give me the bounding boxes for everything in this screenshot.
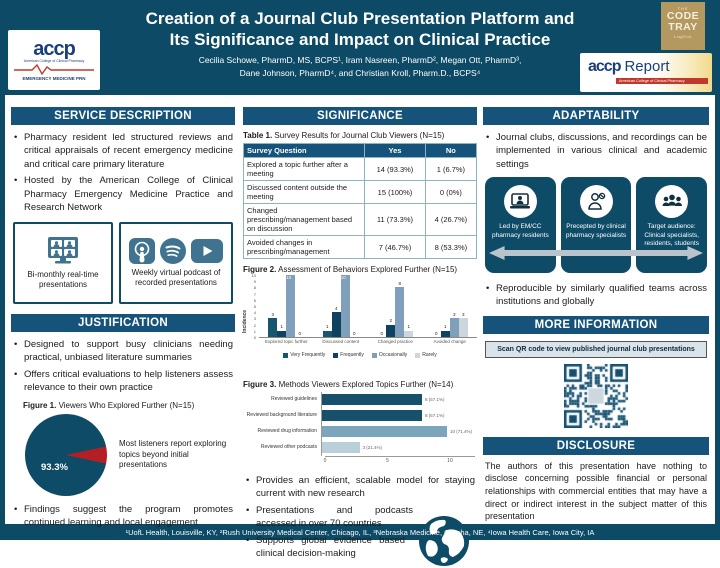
figure2-bar-chart	[242, 273, 477, 372]
more-information-header: MORE INFORMATION	[483, 316, 709, 334]
figure3-track	[321, 408, 471, 424]
justification-header: JUSTIFICATION	[11, 314, 235, 332]
adaptability-bullet-2: • Reproducible by similarly qualified teams across institutions and globally	[485, 282, 707, 309]
card-preceptors-label: Precepted by clinical pharmacy specialists	[565, 223, 627, 239]
figure3-category-label: Reviewed drug information	[257, 428, 317, 435]
pie-chart-label: 93.3%	[41, 461, 68, 473]
table1-col-question: Survey Question	[244, 144, 365, 158]
figure2-y-tick: 2	[253, 322, 256, 328]
realtime-box-label: Bi-monthly real-time presentations	[27, 269, 99, 289]
title-line-1: Creation of a Journal Club Presentation Platform and	[145, 9, 575, 28]
authors-line-1: Cecilia Schowe, PharmD, MS, BCPS¹, Iram Nasreen, PharmD², Megan Ott, PharmD³,	[198, 55, 522, 66]
media-boxes	[13, 222, 233, 304]
figure2-barwrap	[277, 275, 286, 337]
ecg-line-icon	[14, 63, 94, 75]
pie-annotation: Most listeners report exploring topics beyond initial presentations	[119, 439, 227, 470]
figure2-plot-area	[259, 275, 477, 344]
figure2-category-label: Changed practice	[377, 339, 413, 344]
qr-wrap	[481, 364, 711, 433]
figure2-barwrap	[404, 275, 413, 337]
youtube-icon	[191, 239, 223, 263]
figure3-caption-bold: Figure 3.	[243, 380, 277, 389]
figure3-track	[321, 392, 471, 408]
figure2-value-label: 10	[340, 275, 346, 280]
figure2-barwrap	[332, 275, 341, 337]
figure3-track	[321, 440, 471, 456]
figure2-value-label: 3	[271, 311, 274, 317]
figure3-value-label: 3 (21.4%)	[362, 445, 383, 450]
figure2-y-tick: 4	[253, 310, 256, 316]
code-tray-the: THE	[677, 6, 689, 11]
figure3-value-label: 8 (57.1%)	[425, 397, 445, 402]
figure3-caption	[243, 380, 479, 389]
figure2-bar	[341, 275, 350, 337]
table-cell: Discussed content outside the meeting	[244, 181, 365, 204]
figure2-bar	[268, 318, 277, 337]
figure2-legend-swatch	[415, 353, 420, 358]
table-cell: 14 (93.3%)	[365, 158, 426, 181]
realtime-presentations-box	[13, 222, 113, 304]
figure2-legend-label: Very Frequently	[290, 352, 326, 358]
accp-acronym: accp	[33, 38, 75, 60]
table-row	[244, 236, 477, 259]
table-cell: 11 (73.3%)	[365, 204, 426, 236]
figure2-value-label: 8	[398, 280, 401, 286]
table1-col-no: No	[425, 144, 476, 158]
adaptability-bullets	[485, 131, 707, 171]
figure2-legend-item	[415, 352, 436, 358]
significance-bullet-2: • Presentations and podcasts accessed in over 70 countries	[245, 504, 413, 531]
justification-bullets	[13, 338, 233, 395]
significance-bullet-1: • Provides an efficient, scalable model for staying current with new research	[245, 474, 475, 501]
pharmacist-icon	[580, 185, 613, 218]
figure3-value-label: 10 (71.4%)	[450, 429, 473, 434]
table-cell: 15 (100%)	[365, 181, 426, 204]
table-cell: Avoided changes in prescribing/management	[244, 236, 365, 259]
table-cell: 7 (46.7%)	[365, 236, 426, 259]
figure2-group	[322, 275, 360, 344]
figure3-x-tick: 5	[386, 458, 389, 464]
figure3-x-tick: 10	[447, 458, 453, 464]
figure2-bar	[450, 318, 459, 337]
adaptability-header: ADAPTABILITY	[483, 107, 709, 125]
table1-caption-bold: Table 1.	[243, 131, 273, 140]
figure2-value-label: 0	[352, 330, 356, 336]
figure2-legend-item	[283, 352, 325, 358]
table1-header-row	[244, 144, 477, 158]
accp-fullname: American College of Clinical Pharmacy	[23, 59, 85, 63]
scan-qr-label: Scan QR code to view published journal club presentations	[485, 341, 707, 358]
service-bullets	[13, 131, 233, 215]
video-call-monitor-icon	[45, 236, 81, 266]
figure3-x-tick: 0	[323, 458, 327, 464]
figure2-group	[377, 275, 413, 344]
figure2-y-tick: 1	[253, 328, 256, 334]
figure2-value-label: 1	[325, 324, 329, 330]
figure3-row	[243, 392, 477, 408]
figure2-legend-swatch	[372, 353, 377, 358]
card-audience-label: Target audience: Clinical specialists, residents, students	[644, 223, 699, 248]
figure2-caption-rest: Assessment of Behaviors Explored Further (N=15)	[276, 265, 458, 274]
code-tray-sub: 1 mg/10 mL	[673, 35, 693, 40]
figure2-legend-item	[372, 352, 407, 358]
significance-header: SIGNIFICANCE	[243, 107, 477, 125]
column-left	[9, 95, 237, 529]
figure3-bar	[322, 442, 360, 453]
column-right	[481, 95, 711, 524]
spotify-icon	[160, 238, 186, 264]
figure2-legend-swatch	[283, 353, 288, 358]
service-description-header: SERVICE DESCRIPTION	[11, 107, 235, 125]
figure2-value-label: 4	[334, 305, 338, 311]
pie-chart	[25, 414, 107, 496]
table-cell: Changed prescribing/management based on discussion	[244, 204, 365, 236]
figure2-bar	[332, 312, 341, 337]
figure2-bar	[459, 318, 468, 337]
figure2-y-tick: 5	[253, 304, 256, 309]
figure2-y-tick: 0	[253, 335, 256, 340]
figure1-caption-bold: Figure 1.	[23, 400, 57, 410]
code-tray-code: CODE	[666, 10, 700, 22]
figure2-value-label: 3	[452, 311, 456, 317]
figure3-row	[243, 424, 477, 440]
figure2-barwrap	[350, 275, 359, 337]
justification-bullet-2: • Offers critical evaluations to help listeners assess relevance to their own practice	[13, 368, 233, 395]
authors-line-2: Dane Johnson, PharmD⁴, and Christian Kroll, Pharm.D., BCPS⁴	[239, 67, 481, 78]
service-bullet-1: • Pharmacy resident led structured reviews and critical appraisals of recent emergency medicine and critical care primary literature	[13, 131, 233, 171]
figure2-value-label: 3	[461, 311, 465, 317]
table-cell: 0 (0%)	[425, 181, 476, 204]
figure2-y-tick: 10	[251, 273, 256, 278]
table-cell: 4 (26.7%)	[425, 204, 476, 236]
code-tray-logo	[661, 2, 705, 50]
figure3-bar	[322, 394, 422, 405]
figure2-value-label: 0	[298, 330, 301, 336]
figure2-y-axis-label: Incidence	[242, 309, 248, 333]
figure2-bar	[395, 287, 404, 337]
laptop-presenter-icon	[504, 185, 537, 218]
figure2-legend-label: Occasionally	[378, 352, 408, 358]
figure2-bar	[404, 331, 413, 337]
figure3-hbar-chart	[243, 392, 477, 466]
figure2-bar	[386, 325, 395, 337]
card-residents-label: Led by EM/CC pharmacy residents	[491, 223, 549, 239]
significance-bullets-wrap	[241, 474, 479, 561]
adaptability-bullet-1: • Journal clubs, discussions, and recordings can be implemented in various clinical and academic settings	[485, 131, 707, 171]
figure2-value-label: 0	[380, 330, 383, 336]
figure2-caption-bold: Figure 2.	[243, 265, 277, 274]
code-tray-tray: TRAY	[668, 21, 698, 34]
figure2-bar	[286, 275, 295, 337]
figure3-caption-rest: Methods Viewers Explored Topics Further (N=14)	[276, 380, 454, 389]
figure2-value-label: 0	[434, 330, 438, 336]
figure3-value-label: 8 (57.1%)	[425, 413, 445, 418]
figure2-legend-label: Rarely	[422, 352, 437, 358]
figure2-bar	[277, 331, 286, 337]
findings-bullet: • Findings suggest the program promotes continued learning and local engagement	[13, 503, 233, 530]
figure2-category-label: Explored topic further	[264, 339, 308, 344]
figure2-group	[264, 275, 308, 344]
disclosure-header: DISCLOSURE	[483, 437, 709, 455]
figure2-barwrap	[295, 275, 304, 337]
table-cell: 8 (53.3%)	[425, 236, 476, 259]
figure1-caption-rest: Viewers Who Explored Further (N=15)	[56, 400, 195, 410]
figure2-value-label: 2	[389, 318, 392, 324]
justification-bullet-1: • Designed to support busy clinicians needing practical, unbiased literature summaries	[13, 338, 233, 365]
figure2-caption	[243, 265, 479, 274]
service-bullet-2: • Hosted by the American College of Clinical Pharmacy Emergency Medicine Practice and Research Network	[13, 174, 233, 214]
disclosure-text: The authors of this presentation have nothing to disclose concerning possible financial or personal relationships with commercial entities that may have a direct or indirect interest in the subject matter of this presentation	[485, 460, 707, 522]
figure1-caption	[23, 401, 237, 410]
podcast-box	[119, 222, 233, 304]
banner	[0, 0, 720, 95]
figure3-row	[243, 440, 477, 456]
accp-em-prn-logo	[8, 30, 100, 90]
figure3-row	[243, 408, 477, 424]
figure2-legend	[243, 352, 477, 358]
accp-report-acronym: accp	[588, 58, 621, 75]
adaptability-cards	[485, 177, 707, 272]
figure2-barwrap	[268, 275, 277, 337]
figure2-y-tick: 9	[253, 279, 256, 285]
figure2-category-label: Discussed content	[322, 339, 360, 344]
figure2-barwrap	[286, 275, 295, 337]
figure2-value-label: 1	[280, 324, 283, 330]
figure1-pie-chart	[25, 414, 237, 496]
figure2-value-label: 10	[286, 275, 292, 280]
table-row	[244, 204, 477, 236]
figure3-category-label: Reviewed other podcasts	[260, 444, 317, 451]
figure2-barwrap	[377, 275, 386, 337]
figure2-bar	[441, 331, 450, 337]
figure2-y-tick: 8	[253, 285, 256, 291]
figure2-y-tick: 3	[253, 316, 256, 322]
accp-report-logo	[580, 53, 712, 92]
accp-report-name: Report	[624, 58, 670, 75]
podcast-box-label: Weekly virtual podcast of recorded presentations	[131, 267, 221, 287]
figure2-y-tick: 7	[253, 291, 256, 297]
table1-caption	[243, 131, 477, 140]
poster-title	[0, 0, 720, 50]
figure2-legend-item	[333, 352, 364, 358]
figure2-legend-label: Frequently	[340, 352, 364, 358]
footer-affiliations: ¹UofL Health, Louisville, KY, ²Rush University Medical Center, Chicago, IL, ³Nebraska Medicine, Omaha, NE, ⁴Iowa Health Care, Iowa City, IA	[125, 527, 595, 537]
figure2-barwrap	[386, 275, 395, 337]
figure3-bar	[322, 426, 447, 437]
qr-code	[564, 364, 628, 428]
table-cell: Explored a topic further after a meeting	[244, 158, 365, 181]
table1-caption-rest: Survey Results for Journal Club Viewers (N=15)	[272, 131, 445, 140]
figure2-barwrap	[441, 275, 450, 337]
figure2-value-label: 1	[443, 324, 447, 330]
figure2-barwrap	[450, 275, 459, 337]
double-arrow-icon	[489, 245, 703, 261]
globe-icon	[417, 514, 471, 568]
figure2-barwrap	[459, 275, 468, 337]
figure2-legend-swatch	[333, 353, 338, 358]
figure2-barwrap	[432, 275, 441, 337]
figure3-x-axis	[325, 456, 475, 466]
table1-col-yes: Yes	[365, 144, 426, 158]
figure2-value-label: 1	[407, 324, 410, 330]
figure2-y-ticks	[249, 273, 257, 340]
audience-icon	[655, 185, 688, 218]
figure2-barwrap	[323, 275, 332, 337]
figure2-group	[432, 275, 468, 344]
figure2-category-label: Avoided change	[433, 339, 466, 344]
significance-bullet-3: • Supports global evidence based clinical decision-making	[245, 534, 405, 561]
figure3-track	[321, 424, 471, 440]
em-prn-label: EMERGENCY MEDICINE PRN	[22, 76, 86, 81]
table-cell: 1 (6.7%)	[425, 158, 476, 181]
apple-podcasts-icon	[129, 238, 155, 264]
figure2-barwrap	[341, 275, 350, 337]
adaptability-bullets-2	[485, 282, 707, 309]
accp-report-subtitle: American College of Clinical Pharmacy	[616, 78, 708, 84]
figure2-barwrap	[395, 275, 404, 337]
figure3-category-label: Reviewed background literature	[246, 412, 317, 419]
title-line-2: Its Significance and Impact on Clinical Practice	[169, 29, 551, 49]
figure2-bar	[323, 331, 332, 337]
figure2-y-tick: 6	[253, 297, 256, 303]
table1	[243, 143, 477, 259]
figure3-category-label: Reviewed guidelines	[271, 396, 317, 403]
table-row	[244, 158, 477, 181]
figure3-bar	[322, 410, 422, 421]
table-row	[244, 181, 477, 204]
